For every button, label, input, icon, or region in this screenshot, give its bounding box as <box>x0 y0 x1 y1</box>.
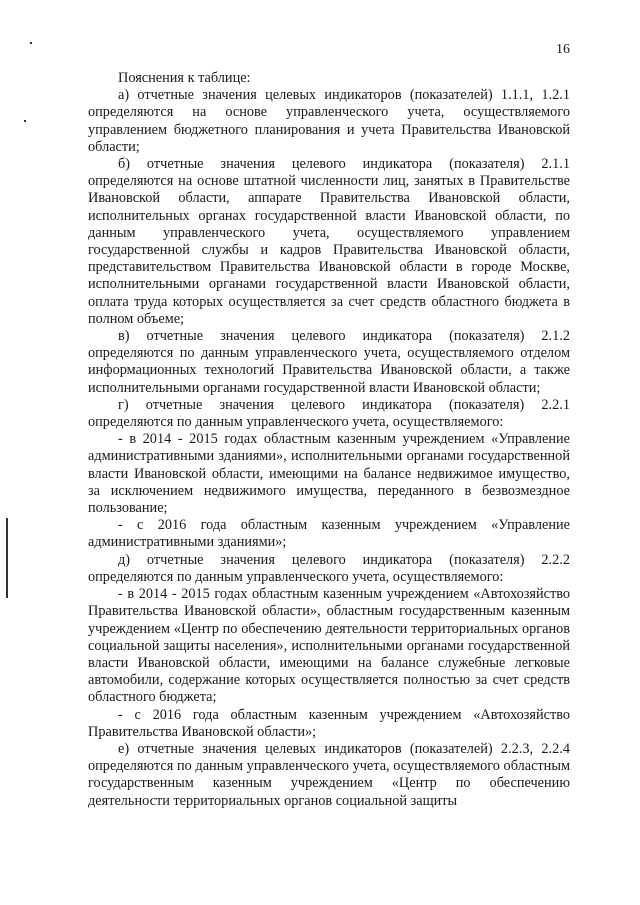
paragraph-g: г) отчетные значения целевого индикатора (показателя) 2.2.1 определяются по данным управленческого учета, осуществляемого: <box>88 396 570 431</box>
scan-artifact-dot <box>24 120 26 122</box>
paragraph-d-item-2: - с 2016 года областным казенным учреждением «Автохозяйство Правительства Ивановской области»; <box>88 706 570 740</box>
paragraph-d: д) отчетные значения целевого индикатора (показателя) 2.2.2 определяются по данным управленческого учета, осуществляемого: <box>88 551 570 585</box>
section-heading: Пояснения к таблице: <box>118 70 251 86</box>
document-body <box>88 70 570 810</box>
scan-artifact-left <box>6 518 8 598</box>
scan-artifact-dot <box>30 42 32 44</box>
paragraph-b: б) отчетные значения целевого индикатора (показателя) 2.1.1 определяются на основе штатной численности лиц, занятых в Правительстве Ивановской области, аппарате Правительства Ивановской области, исполнительных органах государственной власти Ивановской области, по данным управленческого учета, осуществляемого управлением государственной службы и кадров Правительства Ивановской области, представительством Правительства Ивановской области в городе Москве, исполнительными органами государственной власти Ивановской области, оплата труда которых осуществляется за счет средств областного бюджета в полном объеме; <box>88 156 570 327</box>
paragraph-g-item-1: - в 2014 - 2015 годах областным казенным учреждением «Управление административными зданиями», исполнительными органами государственной власти Ивановской области, имеющими на балансе недвижимое имущество, за исключением недвижимого имущества, переданного в безвозмездное пользование; <box>88 431 570 517</box>
paragraph-v: в) отчетные значения целевого индикатора (показателя) 2.1.2 определяются по данным управленческого учета, осуществляемого отделом информационных технологий Правительства Ивановской области, а также исполнительными органами государственной власти Ивановской области; <box>88 328 570 396</box>
page-number: 16 <box>556 42 570 57</box>
paragraph-e: е) отчетные значения целевых индикаторов (показателей) 2.2.3, 2.2.4 определяются по данным управленческого учета, осуществляемого областным государственным казенным учреждением «Центр по обеспечению деятельности территориальных органов социальной защиты <box>88 740 570 809</box>
paragraph-d-item-1: - в 2014 - 2015 годах областным казенным учреждением «Автохозяйство Правительства Ивановской области», областным государственным казенным учреждением «Центр по обеспечению деятельности территориальных органов социальной защиты населения», исполнительными органами государственной власти Ивановской области, имеющими на балансе служебные легковые автомобили, содержание которых осуществляется полностью за счет средств областного бюджета; <box>88 586 570 706</box>
paragraph-g-item-2: - с 2016 года областным казенным учреждением «Управление административными зданиями»; <box>88 517 570 551</box>
paragraph-a: а) отчетные значения целевых индикаторов (показателей) 1.1.1, 1.2.1 определяются на основе управленческого учета, осуществляемого управлением бюджетного планирования и учета Правительства Ивановской области; <box>88 87 570 155</box>
